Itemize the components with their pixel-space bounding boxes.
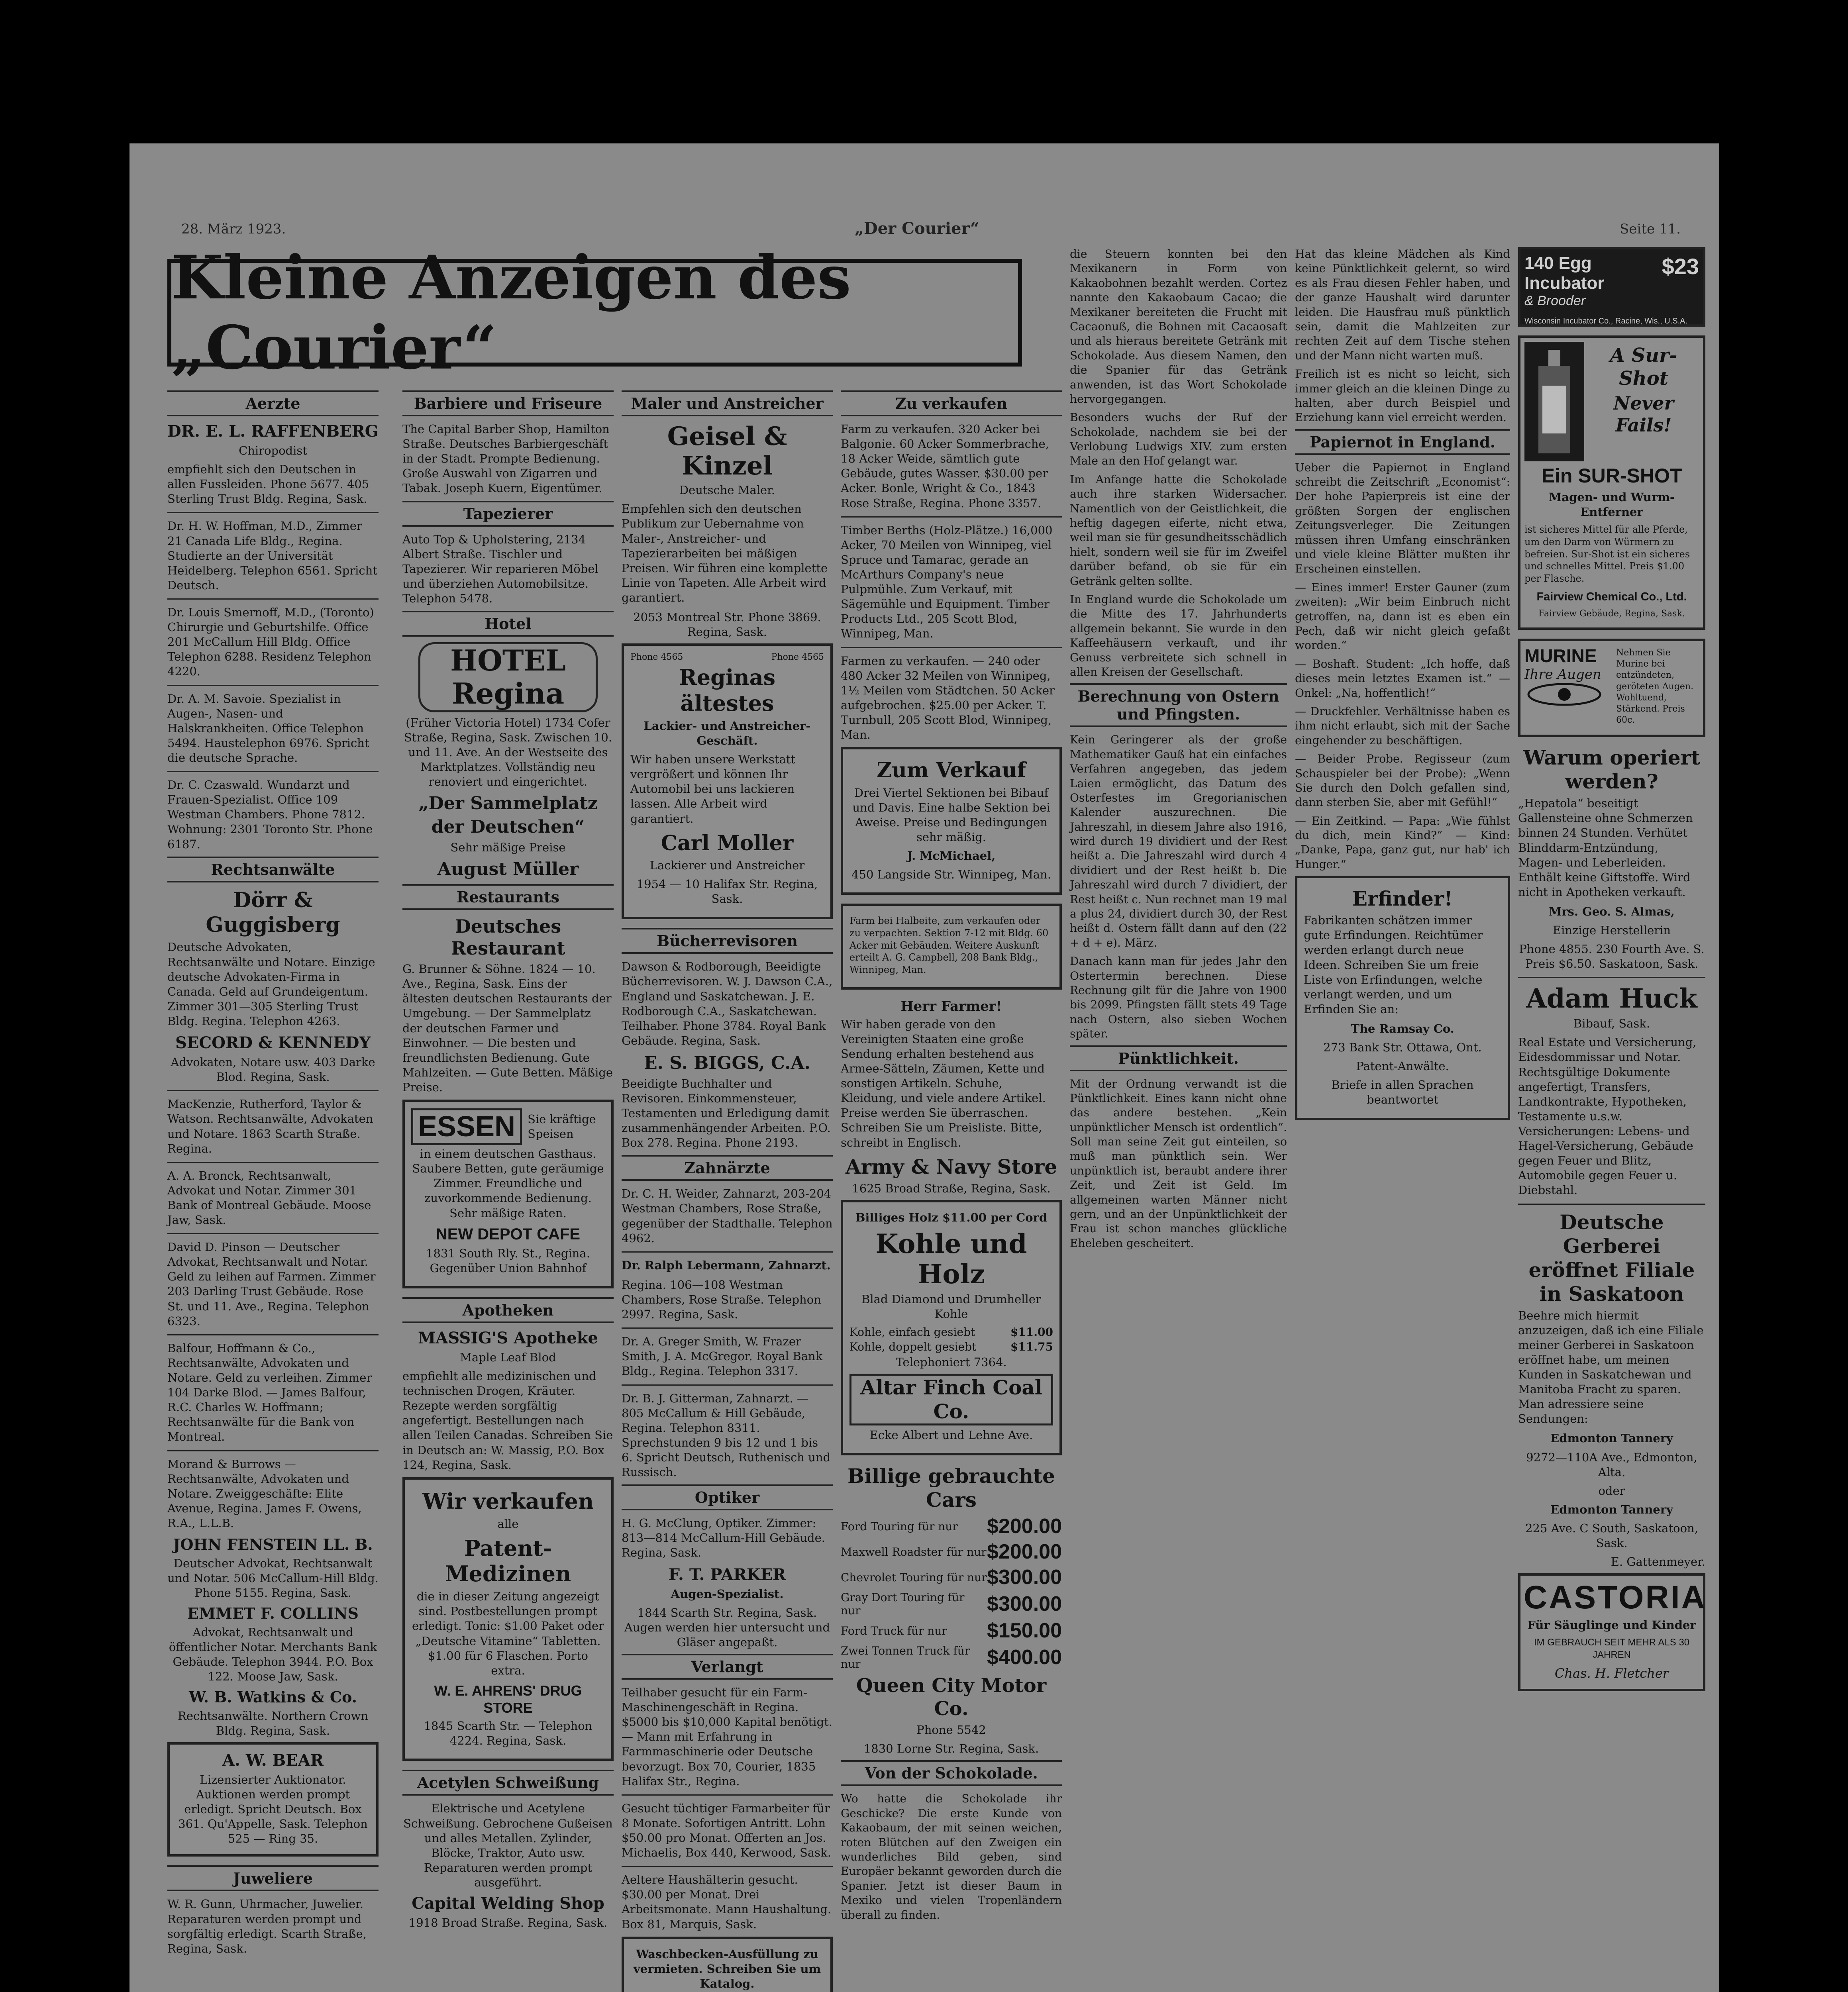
paper-name: „Der Courier“ xyxy=(855,219,980,238)
ad-cars-head: Billige gebrauchte Cars xyxy=(847,1464,1055,1512)
ad-wir-verkaufen: Wir verkaufen xyxy=(422,1488,594,1514)
ad-army: Army & Navy Store xyxy=(845,1155,1057,1178)
ad-edmonton: Edmonton Tannery xyxy=(1550,1431,1673,1445)
ad-castoria-sub2: IM GEBRAUCH SEIT MEHR ALS 30 JAHREN xyxy=(1534,1637,1690,1661)
ad-zum-verkauf: Zum Verkauf xyxy=(877,758,1026,783)
ad-watkins-text: Rechtsanwälte. Northern Crown Bldg. Regina, Sask. xyxy=(177,1709,369,1737)
ad-adam-huck: Adam Huck xyxy=(1526,983,1697,1014)
column-5 xyxy=(1070,247,1287,1992)
ad-fairview: Fairview Chemical Co., Ltd. xyxy=(1536,590,1687,603)
ad-kohle: Kohle und Holz xyxy=(875,1228,1027,1290)
ad-greger: Dr. A. Greger Smith, W. Frazer Smith, J. A. McGregor. Royal Bank Bldg., Regina. Telephon 3317. xyxy=(622,1335,823,1378)
ad-incubator-text: Wisconsin Incubator Co., Racine, Wis., U.S.A. xyxy=(1524,317,1688,325)
ad-juweliere: W. R. Gunn, Uhrmacher, Juwelier. Reparaturen werden prompt und sorgfältig erledigt. Scarth Straße, Regina, Sask. xyxy=(167,1897,367,1955)
ad-adam-text: Real Estate und Versicherung, Eidesdommissar und Notar. Rechtsgültige Dokumente angefertigt, Transfers, Landkontrakte, Hypotheken, Testamente u.s.w. Versicherungen: Lebens- und Hagel-Versicherung, Gebäude gegen Feuer und Blitz, Automobile gegen Feuer u. Diebstahl. xyxy=(1518,1035,1697,1197)
divider xyxy=(167,1233,379,1234)
reginas-phone-right: Phone 4565 xyxy=(771,652,824,663)
ad-incubator-2: & Brooder xyxy=(1524,293,1586,308)
ad-parker-text: 1844 Scarth Str. Regina, Sask. Augen werden hier untersucht und Gläser angepaßt. xyxy=(624,1606,830,1649)
used-car-label: Zwei Tonnen Truck für nur xyxy=(841,1644,970,1671)
column-2 xyxy=(402,386,614,1992)
ad-geisel-sub: Deutsche Maler. xyxy=(679,483,775,497)
divider xyxy=(167,685,379,686)
used-car-label: Ford Truck für nur xyxy=(841,1624,947,1637)
ad-smernoff: Dr. Louis Smernoff, M.D., (Toronto) Chirurgie und Geburtshilfe. Office 201 McCallum Hill Bldg. Office Telephon 6288. Residenz Telephon 4220. xyxy=(167,605,374,678)
ad-doerr: Dörr & Guggisberg xyxy=(206,888,340,937)
ad-gerberei: Deutsche Gerberei eröffnet Filiale in Saskatoon xyxy=(1528,1210,1695,1306)
ad-incubator-price: $23 xyxy=(1662,254,1699,279)
ad-verkaufen-1: Farm zu verkaufen. 320 Acker bei Balgonie. 60 Acker Sommerbrache, 18 Acker Weide, sämtlich gute Gebäude, gutes Wasser. $30.00 per Acker. Bonle, Wright & Co., 1843 Rose Straße, Regina. Phone 3357. xyxy=(841,422,1049,510)
ad-bear: A. W. BEAR xyxy=(222,1751,324,1770)
ad-optiker: H. G. McClung, Optiker. Zimmer: 813—814 McCallum-Hill Gebäude. Regina, Sask. xyxy=(622,1516,825,1560)
article-schokolade-header: Von der Schokolade. xyxy=(841,1760,1062,1786)
divider xyxy=(622,1251,833,1253)
article-ostern-header: Berechnung von Ostern und Pfingsten. xyxy=(1070,683,1287,727)
ad-secord: SECORD & KENNEDY xyxy=(175,1033,371,1053)
divider xyxy=(167,1334,379,1335)
section-header-tapezierer: Tapezierer xyxy=(402,501,614,527)
joke-1: — Eines immer! Erster Gauner (zum zweiten): „Wir beim Einbruch nicht getroffen, na, dann ist es eben ein Pech, daß wir nicht gleich gefaßt worden.“ xyxy=(1295,580,1510,652)
joke-3: — Druckfehler. Verhältnisse haben es ihm nicht erlaubt, sich mit der Sache eingehender zu beschäftigen. xyxy=(1295,704,1510,747)
ad-ahrens: W. E. AHRENS' DRUG STORE xyxy=(434,1682,582,1716)
article-schokolade-text: Wo hatte die Schokolade ihr Geschicke? Die erste Kunde von Kakaobaum, der mit seinen weichen, roten Blütchen auf den Zweigen ein wunderliches Bild geben, sind Europäer bekannt geworden durch die Spanier. Jetzt ist dieser Baum in Mexiko und vielen Tropenländern überall zu finden. xyxy=(841,1792,1062,1921)
article-puenktlichkeit-header: Pünktlichkeit. xyxy=(1070,1045,1287,1071)
used-car-price: $300.00 xyxy=(987,1592,1062,1616)
ad-reginas: Reginas ältestes xyxy=(679,665,776,716)
ad-zum-verkauf-text: Drei Viertel Sektionen bei Bibauf und Davis. Eine halbe Sektion bei Aweise. Preise und Bedingungen sehr mäßig. xyxy=(852,786,1050,844)
ad-massig-sub: Maple Leaf Blod xyxy=(460,1350,556,1364)
ad-ramsay-note: Briefe in allen Sprachen beantwortet xyxy=(1331,1078,1474,1107)
used-car-row xyxy=(841,1565,1062,1589)
section-header-maler: Maler und Anstreicher xyxy=(622,390,833,416)
ad-schweissung: Elektrische und Acetylene Schweißung. Gebrochene Gußeisen und alles Metallen. Zylinder, Blöcke, Traktor, Auto usw. Reparaturen werden prompt ausgeführt. xyxy=(403,1802,613,1890)
ad-mackenzie: MacKenzie, Rutherford, Taylor & Watson. Rechtsanwälte, Advokaten und Notare. 1863 Scarth Straße. Regina. xyxy=(167,1097,373,1155)
ad-massig: MASSIG'S Apotheke xyxy=(418,1328,598,1347)
article-papier-text: Ueber die Papiernot in England schreibt die Zeitschrift „Economist“: Der hohe Papierpreis ist eine der größten Sorgen der englischen Zeitungsverleger. Die Zeitungen müssen ihren Umfang einschränken und viele kleine Blätter mußten ihr Erscheinen einstellen. xyxy=(1295,461,1510,576)
ad-geisel-text: Empfehlen sich den deutschen Publikum zur Uebernahme von Maler-, Anstreicher- und Tapezierarbeiten bei mäßigen Preisen. Wir führen eine komplette Linie von Tapeten. Alle Arbeit wird garantiert. xyxy=(622,502,828,604)
ad-biggs-text: Beeidigte Buchhalter und Revisoren. Einkommensteuer, Testamenten und Erledigung damit zusammenhängender Arbeiten. P.O. Box 278. Regina. Phone 2193. xyxy=(622,1076,831,1150)
divider xyxy=(167,598,379,600)
ad-queen-addr: 1830 Lorne Str. Regina, Sask. xyxy=(863,1742,1039,1756)
article-schokolade-3: Im Anfange hatte die Schokolade auch ihre starken Widersacher. Namentlich von der Geistlichkeit, die heftig dagegen eiferte, nicht etwa, weil man sie für gesundheitsschädlich hielt, sondern weil sie für im Zweifel darüber befand, ob sie für ein Getränk gelten sollte. xyxy=(1070,473,1287,588)
section-header-apotheken: Apotheken xyxy=(402,1297,614,1323)
article-maedchen: Hat das kleine Mädchen als Kind keine Pünktlichkeit gelernt, so wird es als Frau diesen Fehler haben, und der ganze Haushalt wird darunter leiden. Die Hausfrau muß pünktlich sein, damit die Mahlzeiten zur rechten Zeit auf dem Tische stehen und der Mann nicht warten muß. xyxy=(1295,247,1510,362)
divider xyxy=(167,1162,379,1163)
ad-erfinder: Erfinder! xyxy=(1352,887,1453,911)
divider xyxy=(1518,1204,1705,1205)
divider xyxy=(841,516,1062,518)
classifieds-banner xyxy=(167,243,1022,383)
ad-lebermann-text: Regina. 106—108 Westman Chambers, Rose Straße. Telephon 2997. Regina, Sask. xyxy=(622,1278,821,1321)
ad-sammel-3: Sehr mäßige Preise xyxy=(450,840,566,854)
ad-surshot-text: ist sicheres Mittel für alle Pferde, um den Darm von Würmern zu befreien. Sur-Shot ist ein sicheres und schnelles Mittel. Preis $1.00 per Flasche. xyxy=(1524,524,1690,584)
ad-murine-brand: MURINE xyxy=(1524,645,1597,667)
kohle-1-price: $11.00 xyxy=(1010,1325,1053,1339)
ad-queen-phone: Phone 5542 xyxy=(916,1723,986,1737)
ad-gatten: E. Gattenmeyer. xyxy=(1611,1555,1705,1569)
article-papier-header: Papiernot in England. xyxy=(1295,429,1510,455)
ad-ramsay-addr: 273 Bank Str. Ottawa, Ont. xyxy=(1323,1041,1482,1055)
kohle-2-price: $11.75 xyxy=(1010,1340,1053,1353)
ad-collins-text: Advokat, Rechtsanwalt und öffentlicher Notar. Merchants Bank Gebäude. Telephon 3944. P.O. Box 122. Moose Jaw, Sask. xyxy=(169,1625,377,1683)
ad-sammel-4: August Müller xyxy=(437,859,579,879)
used-car-row xyxy=(841,1644,1062,1670)
ad-deutsches-restaurant: Deutsches Restaurant xyxy=(451,915,565,959)
ad-czaswald: Dr. C. Czaswald. Wundarzt und Frauen-Spezialist. Office 109 Westman Chambers. Phone 7812. Wohnung: 2301 Toronto Str. Phone 6187. xyxy=(167,778,373,851)
ad-holz: Billiges Holz $11.00 per Cord xyxy=(855,1210,1048,1224)
ad-surshot-brand: A Sur-Shot xyxy=(1610,344,1677,390)
divider xyxy=(841,647,1062,648)
article-maedchen-2: Freilich ist es nicht so leicht, sich immer gleich an die kleinen Dinge zu halten, aber durch Beispiel und Erziehung kann viel erreicht werden. xyxy=(1295,367,1510,424)
used-car-row xyxy=(841,1540,1062,1564)
ad-oder: oder xyxy=(1598,1484,1625,1498)
ad-deutsches-text: G. Brunner & Söhne. 1824 — 10. Ave., Regina, Sask. Eins der ältesten deutschen Restaurants der Umgebung. — Der Sammelplatz der deutschen Farmer und Einwohner. — Die besten und freundlichsten Bedienung. Gute Mahlzeiten. — Gute Betten. Mäßige Preise. xyxy=(402,962,613,1094)
ad-barber: The Capital Barber Shop, Hamilton Straße. Deutsches Barbiergeschäft in der Stadt. Prompte Bedienung. Große Auswahl von Zigarren und Tabak. Joseph Kuern, Eigentümer. xyxy=(402,422,610,495)
ad-ramsay: The Ramsay Co. xyxy=(1351,1022,1454,1035)
ad-biggs: E. S. BIGGS, C.A. xyxy=(644,1053,810,1074)
ad-altar: Altar Finch Coal Co. xyxy=(849,1374,1053,1425)
ad-saskatoon-addr: 225 Ave. C South, Saskatoon, Sask. xyxy=(1525,1521,1698,1550)
ad-raffenberg: DR. E. L. RAFFENBERG xyxy=(167,422,379,441)
used-car-label: Gray Dort Touring für nur xyxy=(841,1591,965,1618)
column-1 xyxy=(167,386,379,1992)
ad-depot-text: 1831 South Rly. St., Regina. Gegenüber Union Bahnhof xyxy=(426,1246,590,1275)
used-car-label: Ford Touring für nur xyxy=(841,1519,958,1533)
ad-queen: Queen City Motor Co. xyxy=(856,1674,1047,1720)
ad-bear-text: Lizensierter Auktionator. Auktionen werden prompt erledigt. Spricht Deutsch. Box 361. Qu'Appelle, Sask. Telephon 525 — Ring 35. xyxy=(178,1772,368,1846)
ad-ramsay-sub: Patent-Anwälte. xyxy=(1356,1059,1449,1073)
section-header-schweissung: Acetylen Schweißung xyxy=(402,1770,614,1796)
used-car-label: Maxwell Roadster für nur xyxy=(841,1545,987,1559)
ad-verlangt: Teilhaber gesucht für ein Farm-Maschinengeschäft in Regina. $5000 bis $10,000 Kapital benötigt. — Mann mit Erfahrung in Farmmaschinerie oder Deutsche bevorzugt. Box 70, Courier, 1835 Halifax Str., Regina. xyxy=(622,1685,833,1788)
ad-alle: alle xyxy=(497,1517,519,1531)
section-header-rechtsanwaelte: Rechtsanwälte xyxy=(167,857,379,882)
ad-essen-side: Sie kräftige Speisen xyxy=(528,1112,596,1141)
column-6 xyxy=(1295,247,1510,1992)
ad-erfinder-text: Fabrikanten schätzen immer gute Erfindungen. Reichtümer werden erlangt durch neue Ideen. Schreiben Sie um freie Liste von Erfindungen, welche verlangt werden, und um Erfinden Sie an: xyxy=(1304,914,1483,1016)
ad-castoria-sub: Für Säuglinge und Kinder xyxy=(1527,1618,1696,1632)
ad-reginas-text: Wir haben unsere Werkstatt vergrößert und können Ihr Automobil bei uns lackieren lassen. Alle Arbeit wird garantiert. xyxy=(630,753,796,825)
used-car-row xyxy=(841,1591,1062,1617)
ad-altar-addr: Ecke Albert und Lehne Ave. xyxy=(869,1428,1033,1442)
hotel-regina-logo: HOTEL Regina xyxy=(418,642,598,712)
ad-army-addr: 1625 Broad Straße, Regina, Sask. xyxy=(852,1181,1051,1195)
ad-haelterin: Aeltere Haushälterin gesucht. $30.00 per Monat. Drei Arbeitsmonate. Mann Haushaltung. Box 81, Marquis, Sask. xyxy=(622,1873,832,1931)
divider xyxy=(622,1794,833,1796)
ad-barnes-1: Waschbecken-Ausfüllung zu vermieten. Schreiben Sie um Katalog. xyxy=(633,1947,821,1990)
used-car-label: Chevrolet Touring für nur xyxy=(841,1570,987,1584)
ad-farmer-head: Herr Farmer! xyxy=(900,998,1002,1014)
ad-essen-text: in einem deutschen Gasthaus. Saubere Betten, gute geräumige Zimmer. Freundliche und zuvorkommende Bedienung. Sehr mäßige Raten. xyxy=(412,1147,604,1220)
ad-hotel-text: (Früher Victoria Hotel) 1734 Cofer Straße, Regina, Sask. Zwischen 10. und 11. Ave. An der Westseite des Marktplatzes. Vollständig neu renoviert und eingerichtet. xyxy=(404,716,612,789)
ad-massig-text: empfiehlt alle medizinischen und technischen Drogen, Kräuter. Rezepte werden sorgfältig angefertigt. Bestellungen nach allen Teilen Canadas. Schreiben Sie in Deutsch an: W. Massig, P.O. Box 124, Regina, Sask. xyxy=(402,1369,613,1472)
section-header-verlangt: Verlangt xyxy=(622,1654,833,1680)
ad-mcmichael: J. McMichael, xyxy=(907,849,996,863)
section-header-restaurants: Restaurants xyxy=(402,884,614,910)
ad-sammel-2: der Deutschen“ xyxy=(431,817,585,837)
column-7 xyxy=(1518,247,1705,1992)
ad-geisel-addr: 2053 Montreal Str. Phone 3869. Regina, Sask. xyxy=(633,610,821,639)
ad-pinson: David D. Pinson — Deutscher Advokat, Rechtsanwalt und Notar. Geld zu leihen auf Farmen. Zimmer 203 Darling Trust Gebäude. Rose St. und 11. Ave., Regina. Telephon 6323. xyxy=(167,1240,376,1328)
newspaper-page xyxy=(129,143,1719,1992)
ad-gerberei-text: Beehre mich hiermit anzuzeigen, daß ich eine Filiale meiner Gerberei in Saskatoon eröffnet habe, um meinen Kunden in Saskatchewan und Manitoba Fracht zu sparen. Man adressiere seine Sendungen: xyxy=(1518,1308,1704,1426)
ad-surshot-never: Never Fails! xyxy=(1613,392,1674,436)
used-car-row xyxy=(841,1514,1062,1538)
article-schokolade-cont: die Steuern konnten bei den Mexikanern in Form von Kakaobohnen bezahlt werden. Cortez nannte den Kakaobaum Cacao; die Mexikaner bereiteten die Frucht mit Cacaonuß, die Bohnen mit Cacaosaft und als hieraus bereitete Getränk mit Schokolade. Aus diesem Namen, den die Spanier für das Getränk anwenden, ist das Wort Schokolade hervorgegangen. xyxy=(1070,247,1287,406)
ad-welding: Capital Welding Shop xyxy=(412,1894,604,1913)
divider xyxy=(167,512,379,513)
reginas-phone-left: Phone 4565 xyxy=(630,652,683,663)
divider xyxy=(622,1866,833,1867)
section-header-juweliere: Juweliere xyxy=(167,1865,379,1891)
ad-parker: F. T. PARKER xyxy=(668,1565,786,1584)
ad-fenstein-text: Deutscher Advokat, Rechtsanwalt und Notar. 506 McCallum-Hill Bldg. Phone 5155. Regina, Sask. xyxy=(167,1556,379,1600)
joke-2: — Boshaft. Student: „Ich hoffe, daß dieses mein letztes Examen ist.“ — Onkel: „Na, hoffentlich!“ xyxy=(1295,657,1510,700)
joke-4: — Beider Probe. Regisseur (zum Schauspieler bei der Probe): „Wenn Sie durch den Dolch gefallen sind, dann sterben Sie, aber mit Gefühl!“ xyxy=(1295,752,1510,809)
ad-murine-sub: Ihre Augen xyxy=(1524,667,1601,683)
ad-moller-addr: 1954 — 10 Halifax Str. Regina, Sask. xyxy=(636,877,818,906)
ad-mcmichael-addr: 450 Langside Str. Winnipeg, Man. xyxy=(851,868,1051,882)
section-header-hotel: Hotel xyxy=(402,611,614,637)
ad-raffenberg-sub: Chiropodist xyxy=(239,444,307,457)
ad-tapezierer: Auto Top & Upholstering, 2134 Albert Straße. Tischler und Tapezierer. Wir reparieren Möbel und überziehen Automobilsitze. Telephon 5478. xyxy=(402,532,598,605)
article-schokolade-4: In England wurde die Schokolade um die Mitte des 17. Jahrhunderts allgemein bekannt. Sie wurde in den Kaffeehäusern verkauft, und ihr Genuss verbreitete sich schnell in allen Kreisen der Gesellschaft. xyxy=(1070,592,1287,678)
ad-secord-text: Advokaten, Notare usw. 403 Darke Blod. Regina, Sask. xyxy=(171,1055,375,1084)
article-puenktlichkeit-text: Mit der Ordnung verwandt ist die Pünktlichkeit. Eines kann nicht ohne das andere bestehen. „Kein unpünktlicher Mensch ist ordentlich“. Soll man seine Zeit gut einteilen, so muß man pünktlich sein. Wer unpünktlich ist, beraubt andere ihrer Zeit, und Zeit ist Geld. Im allgemeinen warten Männer nicht gern, und an der Unpünktlichkeit der Frau ist schon manches glückliche Eheleben gescheitert. xyxy=(1070,1077,1287,1250)
ad-gitterman: Dr. B. J. Gitterman, Zahnarzt. — 805 McCallum & Hill Gebäude, Regina. Telephon 8311. Sprechstunden 9 bis 12 und 1 bis 6. Spricht Deutsch, Ruthenisch und Russisch. xyxy=(622,1391,831,1479)
ad-moller: Carl Moller xyxy=(661,831,794,855)
used-car-price: $400.00 xyxy=(987,1646,1062,1669)
used-cars-list xyxy=(841,1514,1062,1670)
ad-parker-sub: Augen-Spezialist. xyxy=(671,1587,784,1601)
used-car-price: $300.00 xyxy=(987,1566,1062,1589)
ad-doerr-text: Deutsche Advokaten, Rechtsanwälte und Notare. Einzige deutsche Advokaten-Firma in Canada. Geld auf Grundeigentum. Zimmer 301—305 Sterling Trust Bldg. Regina. Telephon 4263. xyxy=(167,940,375,1028)
divider xyxy=(167,771,379,772)
ad-reginas-sub: Lackier- und Anstreicher-Geschäft. xyxy=(643,719,811,747)
ad-farmarbeiter: Gesucht tüchtiger Farmarbeiter für 8 Monate. Sofortigen Antritt. Lohn $50.00 pro Monat. Offerten an Jos. Michaelis, Box 440, Kerwood, Sask. xyxy=(622,1801,831,1860)
ad-bronck: A. A. Bronck, Rechtsanwalt, Advokat und Notar. Zimmer 301 Bank of Montreal Gebäude. Moose Jaw, Sask. xyxy=(167,1169,371,1227)
kohle-1-label: Kohle, einfach gesiebt xyxy=(849,1325,975,1339)
article-ostern-text: Kein Geringerer als der große Mathematiker Gauß hat ein einfaches Verfahren angegeben, das jedem Laien ermöglicht, das Datum des Osterfestes im Gregorianischen Kalender auszurechnen. Die Jahreszahl, in diesem Jahre also 1916, wird durch 19 dividiert und der Rest heißt a. Die Jahreszahl wird durch 4 dividiert und der Rest heißt b. Die Jahreszahl wird durch 7 dividiert, der Rest heißt c. Nun rechnet man 19 mal a plus 24, dividiert durch 30, der Rest heißt d. Ostern fällt dann auf den (22 + d + e). März. xyxy=(1070,733,1287,949)
ad-ahrens-text: 1845 Scarth Str. — Telephon 4224. Regina, Sask. xyxy=(424,1719,592,1748)
ad-geisel: Geisel & Kinzel xyxy=(667,422,787,481)
used-car-price: $150.00 xyxy=(987,1619,1062,1643)
used-car-row xyxy=(841,1619,1062,1643)
banner-title: Kleine Anzeigen des „Courier“ xyxy=(171,243,851,383)
ad-kohle-phone: Telephoniert 7364. xyxy=(896,1355,1007,1369)
ad-almas: Mrs. Geo. S. Almas, xyxy=(1549,904,1675,918)
ad-moller-sub: Lackierer und Anstreicher xyxy=(649,859,805,872)
ad-saskatoon-tannery: Edmonton Tannery xyxy=(1550,1502,1673,1516)
sur-shot-bottle-icon xyxy=(1524,342,1584,461)
ad-surshot-sub: Magen- und Wurm-Entferner xyxy=(1549,490,1675,519)
section-header-aerzte: Aerzte xyxy=(167,390,379,416)
ad-almas-addr: Phone 4855. 230 Fourth Ave. S. Preis $6.50. Saskatoon, Sask. xyxy=(1519,942,1705,971)
ad-raffenberg-text: empfiehlt sich den Deutschen in allen Fussleiden. Phone 5677. 405 Sterling Trust Bldg. Regina, Sask. xyxy=(167,463,369,506)
ad-fenstein: JOHN FENSTEIN LL. B. xyxy=(173,1535,373,1554)
ad-lebermann: Dr. Ralph Lebermann, Zahnarzt. xyxy=(622,1258,831,1272)
article-ostern-text2: Danach kann man für jedes Jahr den Ostertermin berechnen. Diese Rechnung gilt für die Jahre von 1900 bis 2099. Pfingsten fällt stets 49 Tage nach Ostern, also sieben Wochen später. xyxy=(1070,955,1287,1041)
ad-edmonton-addr: 9272—110A Ave., Edmonton, Alta. xyxy=(1526,1450,1697,1479)
ad-farmer-text: Wir haben gerade von den Vereinigten Staaten eine große Sendung erhalten bestehend aus Armee-Sätteln, Zäumen, Kette und sonstigen Artikeln. Schuhe, Kleidung, und viele andere Artikel. Preise werden Sie überraschen. Schreiben Sie um Preisliste. Bitte, schreibt in Englisch. xyxy=(841,1017,1046,1149)
ad-adam-sub: Bibauf, Sask. xyxy=(1573,1017,1650,1031)
ad-warum-text: „Hepatola“ beseitigt Gallensteine ohne Schmerzen binnen 24 Stunden. Verhütet Blinddarm-Entzündung, Magen- und Leberleiden. Enthält keine Giftstoffe. Wird nicht in Apotheken verkauft. xyxy=(1518,796,1693,899)
section-header-verkaufen: Zu verkaufen xyxy=(841,390,1062,416)
ad-sammel-1: „Der Sammelplatz xyxy=(418,793,598,814)
ad-welding-text: 1918 Broad Straße. Regina, Sask. xyxy=(408,1916,608,1930)
divider xyxy=(1518,977,1705,978)
used-car-price: $200.00 xyxy=(987,1540,1062,1564)
ad-buecher: Dawson & Rodborough, Beeidigte Bücherrevisoren. W. J. Dawson C.A., England und Saskatchewan. J. E. Rodborough C.A., Saskatchewan. Teilhaber. Phone 3784. Royal Bank Gebäude. Regina, Sask. xyxy=(622,960,833,1047)
ad-verkaufen-2: Timber Berths (Holz-Plätze.) 16,000 Acker, 70 Meilen von Winnipeg, viel Spruce und Tamarac, gerade an McArthurs Company's neue Pulpmühle. Zum Verkauf, mit Sägemühle und Equipment. Timber Products Ltd., 205 Scott Blod, Winnipeg, Man. xyxy=(841,523,1053,641)
ad-fairview-addr: Fairview Gebäude, Regina, Sask. xyxy=(1538,608,1685,619)
ad-patent-text: die in dieser Zeitung angezeigt sind. Postbestellungen prompt erledigt. Tonic: $1.00 Paket oder „Deutsche Vitamine“ Tabletten. $1.00 für 6 Flaschen. Porto extra. xyxy=(412,1590,604,1677)
eye-icon xyxy=(1524,682,1604,706)
ad-morand: Morand & Burrows — Rechtsanwälte, Advokaten und Notare. Zweiggeschäfte: Elite Avenue, Regina. James F. Owens, R.A., L.L.B. xyxy=(167,1457,362,1530)
section-header-zahn: Zahnärzte xyxy=(622,1155,833,1181)
divider xyxy=(622,1327,833,1329)
section-header-optiker: Optiker xyxy=(622,1484,833,1510)
issue-date: 28. März 1923. xyxy=(181,221,286,237)
column-3 xyxy=(622,386,833,1992)
ad-collins: EMMET F. COLLINS xyxy=(187,1604,359,1623)
ad-savoie: Dr. A. M. Savoie. Spezialist in Augen-, Nasen- und Halskrankheiten. Office Telephon 5494. Haustelephon 6976. Spricht die deutsche Sprache. xyxy=(167,692,369,765)
section-header-barbiere: Barbiere und Friseure xyxy=(402,390,614,416)
article-schokolade-2: Besonders wuchs der Ruf der Schokolade, nachdem sie bei der Verlobung Ludwigs XIV. zum ersten Male an den Hof gelangt war. xyxy=(1070,411,1287,468)
section-header-buecher: Bücherrevisoren xyxy=(622,928,833,954)
used-car-price: $200.00 xyxy=(987,1515,1062,1538)
ad-weider: Dr. C. H. Weider, Zahnarzt, 203-204 Westman Chambers, Rose Straße, gegenüber der Stadthalle. Telephon 4962. xyxy=(622,1187,833,1245)
column-4 xyxy=(841,386,1062,1992)
ad-depot: NEW DEPOT CAFE xyxy=(436,1225,581,1243)
ad-hoffman: Dr. H. W. Hoffman, M.D., Zimmer 21 Canada Life Bldg., Regina. Studierte an der Universität Heidelberg. Telephon 6561. Spricht Deutsch. xyxy=(167,519,377,592)
ad-incubator-1: 140 Egg Incubator xyxy=(1524,253,1605,293)
divider xyxy=(167,1090,379,1091)
ad-warum: Warum operiert werden? xyxy=(1523,746,1700,794)
divider xyxy=(167,1450,379,1451)
ad-surshot-head: Ein SUR-SHOT xyxy=(1541,465,1682,487)
joke-5: — Ein Zeitkind. — Papa: „Wie fühlst du dich, mein Kind?“ — Kind: „Danke, Papa, ganz gut, nur hab' ich Hunger.“ xyxy=(1295,814,1510,871)
ad-almas-sub: Einzige Herstellerin xyxy=(1552,923,1671,937)
ad-kohle-sub: Blad Diamond und Drumheller Kohle xyxy=(861,1292,1041,1321)
ad-verkaufen-3: Farmen zu verkaufen. — 240 oder 480 Acker 32 Meilen von Winnipeg, 1½ Meilen vom Städtchen. 50 Acker aufgebrochen. $25.00 per Acker. T. Turnbull, 205 Scott Blod, Winnipeg, Man. xyxy=(841,654,1055,742)
divider xyxy=(622,1384,833,1386)
ad-essen: ESSEN xyxy=(411,1108,522,1145)
ad-balfour: Balfour, Hoffmann & Co., Rechtsanwälte, Advokaten und Notare. Geld zu verleihen. Zimmer 104 Darke Blod. — James Balfour, R.C. Charles W. Hoffmann; Rechtsanwälte für die Bank von Montreal. xyxy=(167,1341,372,1444)
page-number: Seite 11. xyxy=(1620,221,1681,237)
ad-murine-text: Nehmen Sie Murine bei entzündeten, geröteten Augen. Wohltuend, Stärkend. Preis 60c. xyxy=(1616,648,1694,725)
ad-castoria: CASTORIA xyxy=(1524,1579,1707,1616)
ad-watkins: W. B. Watkins & Co. xyxy=(188,1688,357,1706)
kohle-2-label: Kohle, doppelt gesiebt xyxy=(849,1340,977,1353)
ad-halbheit: Farm bei Halbeite, zum verkaufen oder zu verpachten. Sektion 7-12 mit Bldg. 60 Acker mit Gebäuden. Weitere Auskunft erteilt A. G. Campbell, 208 Bank Bldg., Winnipeg, Man. xyxy=(849,915,1049,976)
ad-castoria-sig: Chas. H. Fletcher xyxy=(1554,1665,1669,1681)
ad-patent: Patent-Medizinen xyxy=(445,1535,571,1587)
